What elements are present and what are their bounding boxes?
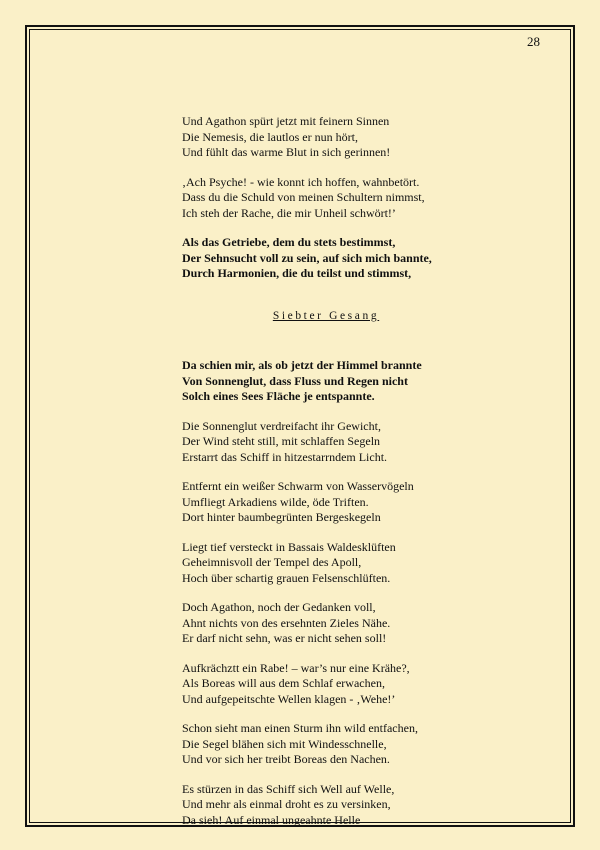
stanza (182, 114, 512, 161)
verse-line: Geheimnisvoll der Tempel des Apoll, (182, 555, 362, 569)
stanza (182, 721, 512, 768)
verse-line: Und Agathon spürt jetzt mit feinern Sinnen (182, 114, 390, 128)
verse-line: Die Segel blähen sich mit Windesschnelle, (182, 736, 387, 751)
stanza (182, 600, 512, 647)
verse-line: Erstarrt das Schiff in hitzestarrndem Licht. (182, 449, 388, 464)
verse-line: Da sieh! Auf einmal ungeahnte Helle (182, 812, 361, 827)
verse-line: Schon sieht man einen Sturm ihn wild entfachen, (182, 721, 418, 735)
stanza (182, 782, 512, 829)
verse-line: Die Sonnenglut verdreifacht ihr Gewicht, (182, 418, 381, 433)
stanza (182, 358, 512, 405)
verse-line: Ahnt nichts von des ersehnten Zieles Nähe. (182, 615, 391, 630)
verse-line: Und mehr als einmal droht es zu versinken, (182, 797, 391, 811)
verse-line: Von Sonnenglut, dass Fluss und Regen nicht (182, 373, 408, 388)
verse-line: Und vor sich her treibt Boreas den Nachen. (182, 752, 390, 766)
verse-line: Doch Agathon, noch der Gedanken voll, (182, 600, 376, 614)
verse-line: Da schien mir, als ob jetzt der Himmel brannte (182, 358, 422, 372)
stanzas-before-heading (182, 114, 512, 282)
stanza (182, 235, 512, 282)
poem-body (182, 114, 512, 842)
stanzas-after-heading (182, 358, 512, 828)
verse-line: Aufkrächztt ein Rabe! – war’s nur eine Krähe?, (182, 660, 410, 675)
stanza (182, 661, 512, 708)
verse-line: Dort hinter baumbegrünten Bergeskegeln (182, 510, 381, 524)
verse-line: Die Nemesis, die lautlos er nun hört, (182, 129, 358, 144)
page-number: 28 (527, 34, 540, 49)
verse-line: Und aufgepeitschte Wellen klagen - ‚Wehe!’ (182, 691, 396, 706)
verse-line: Liegt tief versteckt in Bassais Waldesklüften (182, 539, 396, 554)
verse-line: Und fühlt das warme Blut in sich gerinnen! (182, 145, 391, 159)
verse-line: Als Boreas will aus dem Schlaf erwachen, (182, 676, 385, 690)
verse-line: Ich steh der Rache, die mir Unheil schwört!’ (182, 205, 396, 220)
verse-line: Umfliegt Arkadiens wilde, öde Triften. (182, 494, 369, 509)
verse-line: Er darf nicht sehn, was er nicht sehen soll! (182, 631, 387, 645)
section-heading: Siebter Gesang (272, 309, 380, 322)
stanza (182, 419, 512, 466)
verse-line: ‚Ach Psyche! - wie konnt ich hoffen, wahnbetört. (182, 174, 420, 189)
verse-line: Hoch über schartig grauen Felsenschlüften. (182, 570, 391, 585)
stanza (182, 175, 512, 222)
verse-line: Dass du die Schuld von meinen Schultern nimmst, (182, 190, 425, 204)
verse-line: Es stürzen in das Schiff sich Well auf Welle, (182, 781, 395, 796)
stanza (182, 479, 512, 526)
verse-line: Als das Getriebe, dem du stets bestimmst, (182, 235, 396, 249)
verse-line: Der Wind steht still, mit schlaffen Segeln (182, 434, 381, 448)
verse-line: Entfernt ein weißer Schwarm von Wasservögeln (182, 479, 414, 493)
verse-line: Durch Harmonien, die du teilst und stimmst, (182, 266, 412, 280)
verse-line: Solch eines Sees Fläche je entspannte. (182, 389, 375, 403)
verse-line: Der Sehnsucht voll zu sein, auf sich mich bannte, (182, 250, 432, 265)
stanza (182, 540, 512, 587)
